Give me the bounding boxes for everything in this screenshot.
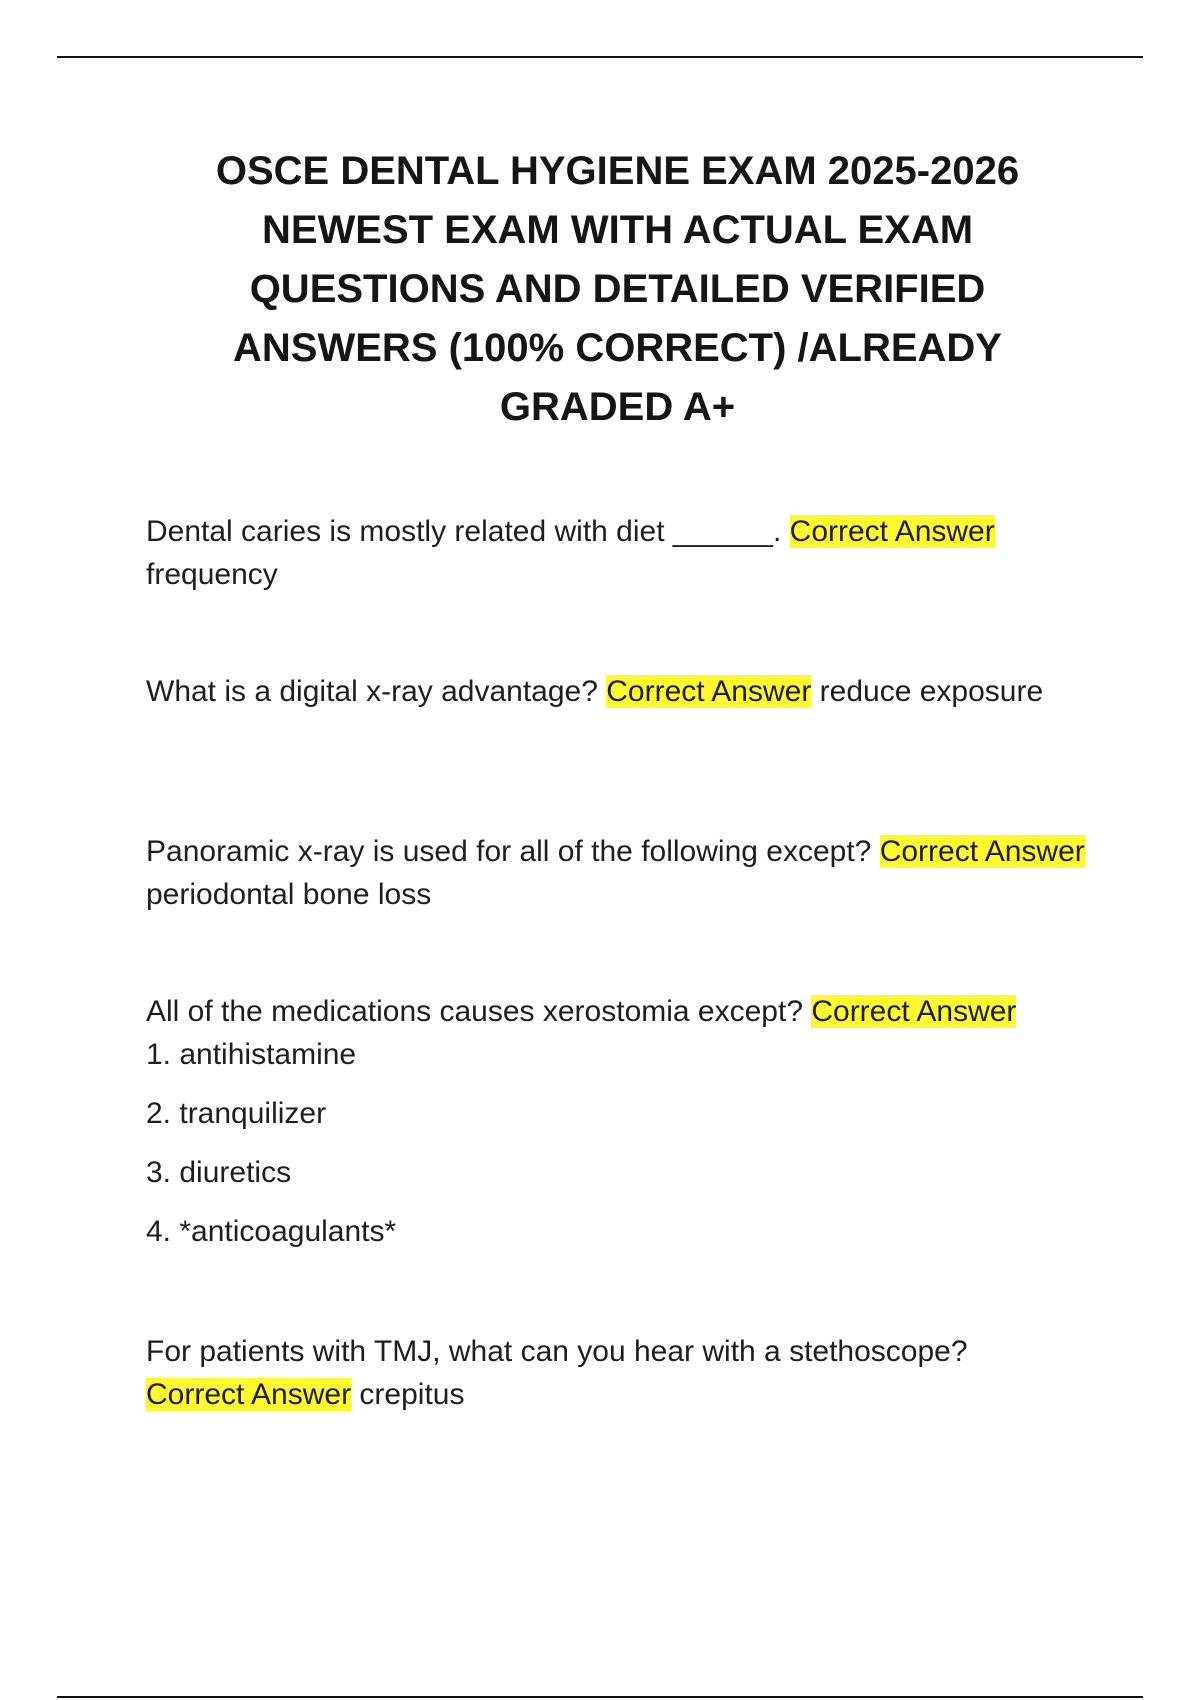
title-line: OSCE DENTAL HYGIENE EXAM 2025-2026: [215, 149, 1020, 193]
question-text: What is a digital x-ray advantage?: [146, 675, 598, 708]
answer-options: [146, 1033, 1096, 1261]
question-text: For patients with TMJ, what can you hear with a stethoscope?: [146, 1335, 968, 1368]
question-text: Dental caries is mostly related with diet ______.: [146, 515, 782, 548]
title-line: GRADED A+: [499, 385, 736, 429]
footer-rule: [57, 1696, 1143, 1698]
header-rule: [57, 56, 1143, 58]
document-title: [150, 142, 1085, 437]
correct-answer-label: Correct Answer: [811, 995, 1017, 1028]
title-line: ANSWERS (100% CORRECT) /ALREADY: [233, 326, 1002, 370]
answer-text: reduce exposure: [819, 675, 1044, 708]
question-text: Panoramic x-ray is used for all of the following except?: [146, 835, 872, 868]
qa-item: [146, 1330, 1096, 1416]
qa-item: [146, 510, 1096, 596]
answer-option: 4. *anticoagulants*: [146, 1215, 397, 1248]
answer-text: crepitus: [359, 1378, 465, 1411]
answer-option: 1. antihistamine: [146, 1038, 357, 1071]
answer-text: periodontal bone loss: [146, 878, 432, 911]
qa-item: [146, 670, 1096, 713]
correct-answer-label: Correct Answer: [146, 1378, 352, 1411]
correct-answer-label: Correct Answer: [606, 675, 812, 708]
correct-answer-label: Correct Answer: [789, 515, 995, 548]
answer-text: frequency: [146, 558, 278, 591]
title-line: NEWEST EXAM WITH ACTUAL EXAM: [261, 208, 974, 252]
correct-answer-label: Correct Answer: [879, 835, 1085, 868]
qa-item: [146, 990, 1096, 1261]
answer-option: 2. tranquilizer: [146, 1097, 327, 1130]
title-line: QUESTIONS AND DETAILED VERIFIED: [249, 267, 986, 311]
question-text: All of the medications causes xerostomia except?: [146, 995, 803, 1028]
answer-option: 3. diuretics: [146, 1156, 292, 1189]
qa-item: [146, 830, 1096, 916]
